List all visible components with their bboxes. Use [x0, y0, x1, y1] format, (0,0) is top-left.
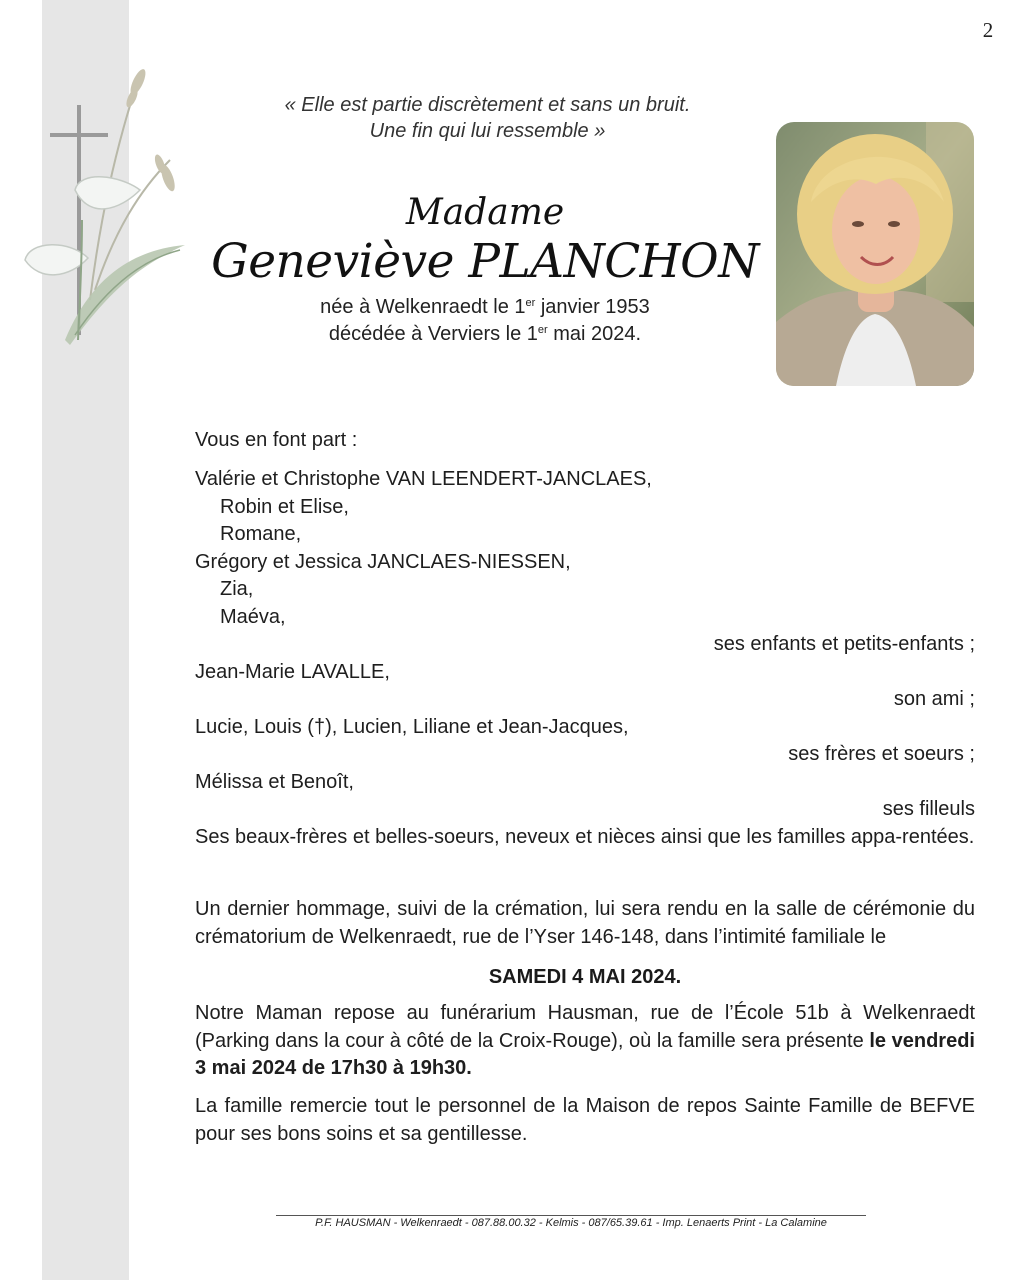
repose-paragraph: Notre Maman repose au funérarium Hausman, rue de l’École 51b à Welkenraedt (Parking dans la cour à côté de la Croix-Rouge), où la famille sera présente le vendredi 3 mai 2024 de 17h30 à 19h30. — [195, 1002, 975, 1079]
family-list — [195, 466, 975, 851]
epitaph-line-1: « Elle est partie discrètement et sans un bruit. — [284, 94, 691, 116]
family-member-line: Romane, — [220, 523, 302, 545]
relation-label: son ami ; — [893, 688, 975, 710]
hommage-paragraph: Un dernier hommage, suivi de la crémation, lui sera rendu en la salle de cérémonie du crématorium de Welkenraedt, rue de l’Yser 146-148, dans l’intimité familiale le — [195, 898, 975, 948]
epitaph-quote — [245, 92, 730, 144]
epitaph-line-2: Une fin qui lui ressemble » — [369, 120, 606, 142]
honorific-title: Madame — [405, 192, 565, 233]
relation-label: ses filleuls — [882, 798, 975, 820]
family-member-line: Lucie, Louis (†), Lucien, Liliane et Jean-Jacques, — [195, 715, 629, 738]
family-member-line: Jean-Marie LAVALLE, — [195, 660, 390, 683]
cross-with-lilies-icon — [20, 60, 190, 360]
ceremony-date: SAMEDI 4 MAI 2024. — [488, 966, 682, 988]
deceased-name: Geneviève PLANCHON — [211, 234, 759, 289]
relation-label: ses frères et soeurs ; — [788, 743, 975, 765]
thanks-paragraph: La famille remercie tout le personnel de la Maison de repos Sainte Famille de BEFVE pour ses bons soins et sa gentillesse. — [195, 1095, 975, 1145]
life-dates — [240, 294, 730, 348]
page-number: 2 — [982, 18, 994, 42]
family-member-line: Ses beaux-frères et belles-soeurs, neveux et nièces ainsi que les familles appa-rentées. — [195, 825, 975, 848]
family-member-line: Grégory et Jessica JANCLAES-NIESSEN, — [195, 550, 571, 573]
family-member-line: Robin et Elise, — [220, 495, 349, 518]
death-line: décédée à Verviers le 1er mai 2024. — [328, 323, 642, 345]
birth-line: née à Welkenraedt le 1er janvier 1953 — [320, 296, 650, 318]
family-member-line: Zia, — [220, 578, 254, 600]
relation-label: ses enfants et petits-enfants ; — [713, 633, 975, 655]
visitation-time: le vendredi 3 mai 2024 de 17h30 à 19h30. — [195, 1029, 975, 1079]
family-member-line: Mélissa et Benoît, — [195, 770, 354, 793]
family-member-line: Valérie et Christophe VAN LEENDERT-JANCLAES, — [195, 468, 652, 490]
family-member-line: Maéva, — [220, 605, 286, 628]
footer-credits: P.F. HAUSMAN - Welkenraedt - 087.88.00.32 - Kelmis - 087/65.39.61 - Imp. Lenaerts Print - La Calamine — [315, 1217, 827, 1229]
portrait-photo — [776, 122, 974, 386]
footer-divider — [276, 1215, 866, 1216]
announcement-intro: Vous en font part : — [195, 429, 358, 451]
